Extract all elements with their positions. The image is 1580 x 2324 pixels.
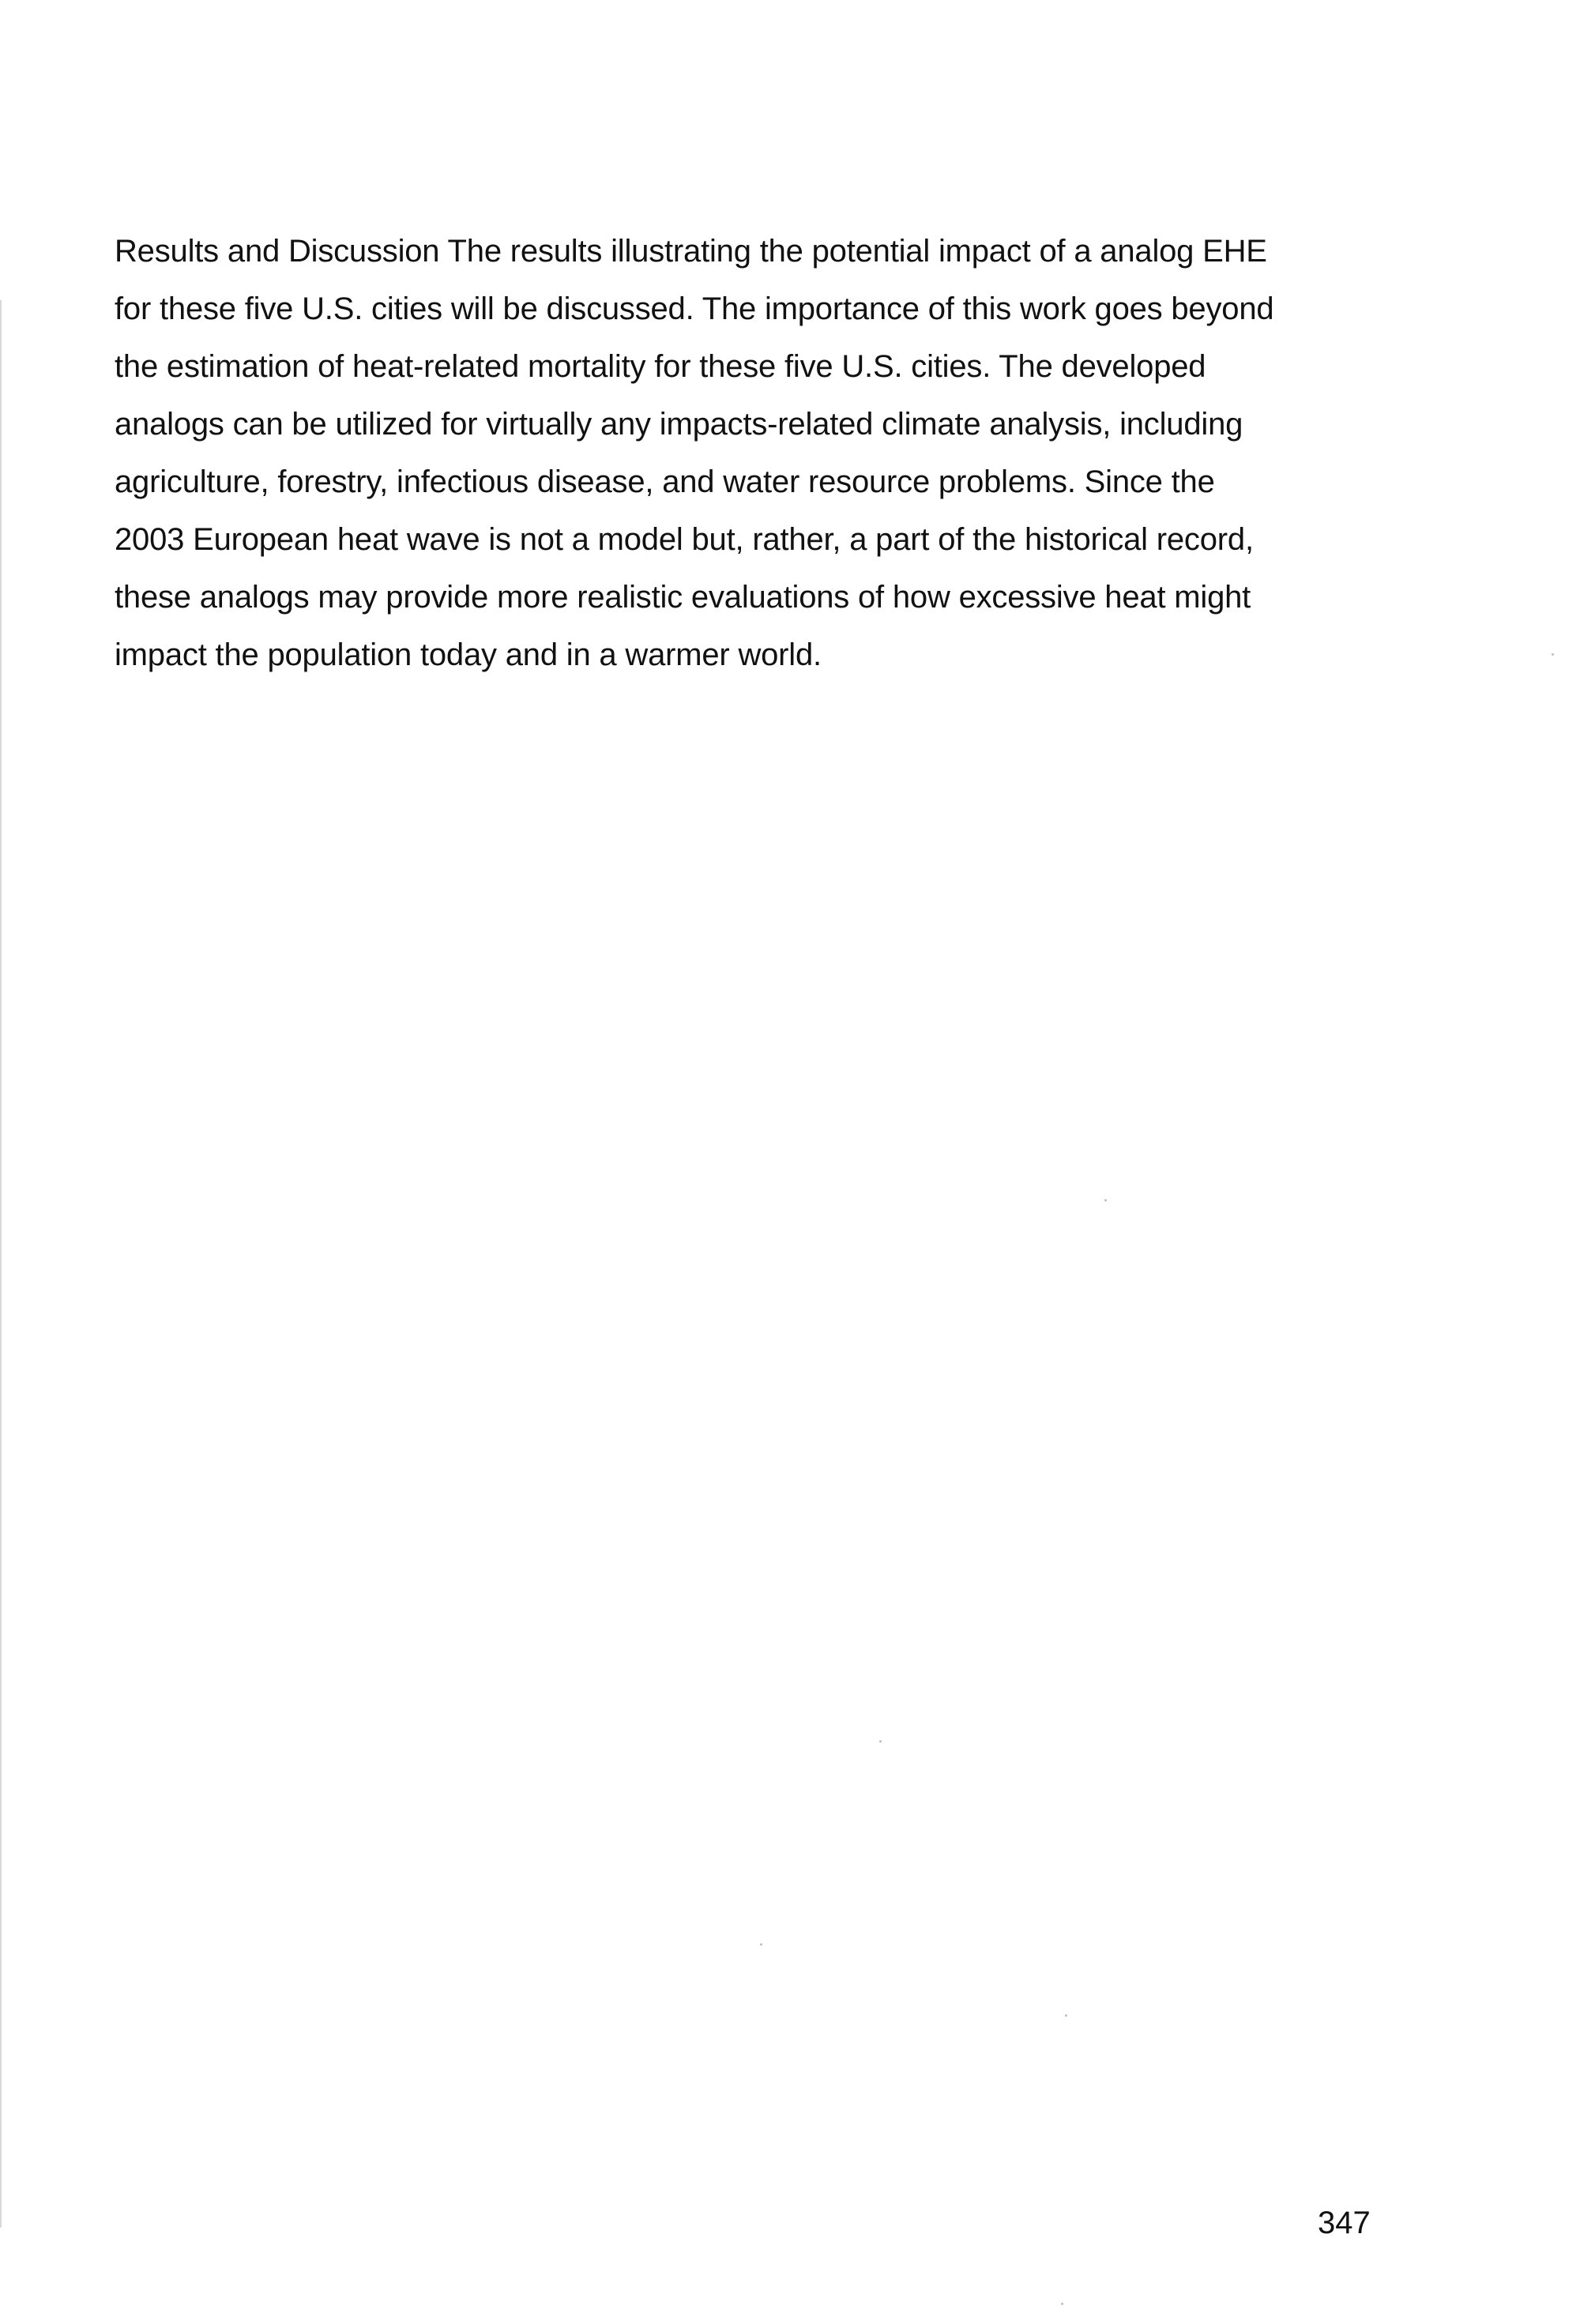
scan-speck <box>1104 1199 1107 1201</box>
scan-speck <box>1065 2014 1067 2017</box>
paragraph-line-2: for these five U.S. cities will be discussed. The importance of this work goes beyond <box>115 291 1274 326</box>
results-and-discussion-paragraph <box>115 223 1379 684</box>
scan-edge-shadow <box>0 300 2 2228</box>
paragraph-line-8: impact the population today and in a warmer world. <box>115 637 822 672</box>
paragraph-line-1: Results and Discussion The results illustrating the potential impact of a analog EHE <box>115 234 1267 269</box>
paragraph-line-7: these analogs may provide more realistic evaluations of how excessive heat might <box>115 580 1251 615</box>
paragraph-line-3: the estimation of heat-related mortality for these five U.S. cities. The developed <box>115 349 1206 384</box>
scan-speck <box>1552 653 1554 656</box>
scan-speck <box>879 1740 882 1743</box>
paragraph-line-6: 2003 European heat wave is not a model but, rather, a part of the historical record, <box>115 522 1254 557</box>
page-number: 347 <box>1318 2206 1371 2240</box>
scan-speck <box>760 1943 762 1946</box>
paragraph-line-5: agriculture, forestry, infectious disease, and water resource problems. Since the <box>115 464 1215 499</box>
scan-speck <box>1061 2303 1063 2305</box>
paragraph-line-4: analogs can be utilized for virtually any impacts-related climate analysis, including <box>115 407 1243 442</box>
